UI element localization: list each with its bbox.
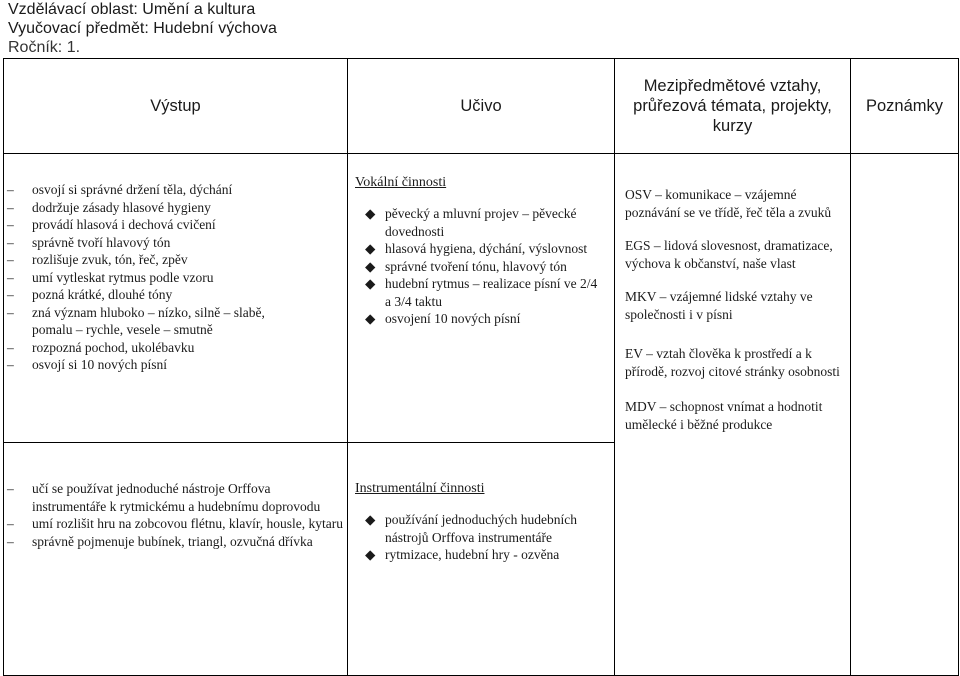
- list-item: ◆ hudební rytmus – realizace písní ve 2/4 a 3/4 taktu: [365, 276, 598, 309]
- list-item: – provádí hlasová i dechová cvičení: [7, 217, 216, 232]
- list-item: – správně pojmenuje bubínek, triangl, ozvučná dřívka: [7, 533, 313, 549]
- list-item: – zná význam hluboko – nízko, silně – slabě, pomalu – rychle, vesele – smutně: [7, 304, 265, 337]
- list-item: – učí se používat jednoduché nástroje Orffova instrumentáře k rytmickému a hudebnímu doprovodu: [7, 481, 321, 514]
- list-item: – umí vytleskat rytmus podle vzoru: [7, 269, 214, 285]
- vztahy-mdv: MDV – schopnost vnímat a hodnotit umělecké i běžné produkce: [625, 399, 823, 432]
- ucivo-list-2: [355, 511, 604, 564]
- list-item: ◆ pěvecký a mluvní projev – pěvecké dovednosti: [365, 206, 577, 239]
- col-header-vystup: Výstup: [4, 59, 348, 154]
- list-item: ◆ osvojení 10 nových písní: [365, 311, 521, 326]
- grade: Ročník: 1.: [8, 39, 81, 56]
- col-header-vztahy: Mezipředmětové vztahy, průřezová témata, projekty, kurzy: [615, 59, 851, 154]
- list-item: ◆ používání jednoduchých hudebních nástrojů Orffova instrumentáře: [365, 512, 577, 545]
- list-item: – rozpozná pochod, ukolébavku: [7, 339, 195, 355]
- list-item: ◆ správné tvoření tónu, hlavový tón: [365, 258, 567, 274]
- table-header-row: [4, 59, 959, 154]
- list-item: – správně tvoří hlavový tón: [7, 234, 171, 250]
- vztahy-mkv: MKV – vzájemné lidské vztahy ve společnosti i v písni: [625, 289, 813, 322]
- vztahy-egs: EGS – lidová slovesnost, dramatizace, výchova k občanství, naše vlast: [625, 238, 833, 271]
- ucivo-cell: [348, 443, 615, 676]
- vystup-list-2: [4, 480, 347, 550]
- list-item: – dodržuje zásady hlasové hygieny: [7, 199, 211, 215]
- vystup-list-1: [4, 181, 347, 374]
- list-item: – osvojí si správné držení těla, dýchání: [7, 182, 233, 197]
- col-header-ucivo: Učivo: [348, 59, 615, 154]
- list-item: – osvojí si 10 nových písní: [7, 357, 168, 372]
- section-title: Instrumentální činnosti: [355, 481, 485, 496]
- subject-area: Vzdělávací oblast: Umění a kultura: [8, 1, 256, 18]
- ucivo-cell: [348, 154, 615, 443]
- document-header: [8, 0, 277, 57]
- poznamky-cell: [851, 154, 959, 676]
- list-item: ◆ rytmizace, hudební hry - ozvěna: [365, 547, 560, 562]
- list-item: ◆ hlasová hygiena, dýchání, výslovnost: [365, 241, 588, 256]
- list-item: – umí rozlišit hru na zobcovou flétnu, klavír, housle, kytaru: [7, 516, 344, 531]
- vztahy-osv: OSV – komunikace – vzájemné poznávání se ve třídě, řeč těla a zvuků: [625, 187, 832, 220]
- list-item: – rozlišuje zvuk, tón, řeč, zpěv: [7, 252, 188, 267]
- curriculum-table: [3, 58, 959, 676]
- section-title: Vokální činnosti: [355, 175, 447, 190]
- ucivo-list-1: [355, 205, 604, 328]
- list-item: – pozná krátké, dlouhé tóny: [7, 287, 173, 302]
- vystup-cell: [4, 443, 348, 676]
- table-row: [4, 154, 959, 443]
- subject-name: Vyučovací předmět: Hudební výchova: [8, 20, 277, 37]
- col-header-poznamky: Poznámky: [851, 59, 959, 154]
- vystup-cell: [4, 154, 348, 443]
- vztahy-cell: [615, 154, 851, 676]
- vztahy-ev: EV – vztah člověka k prostředí a k přírodě, rozvoj citové stránky osobnosti: [625, 346, 840, 379]
